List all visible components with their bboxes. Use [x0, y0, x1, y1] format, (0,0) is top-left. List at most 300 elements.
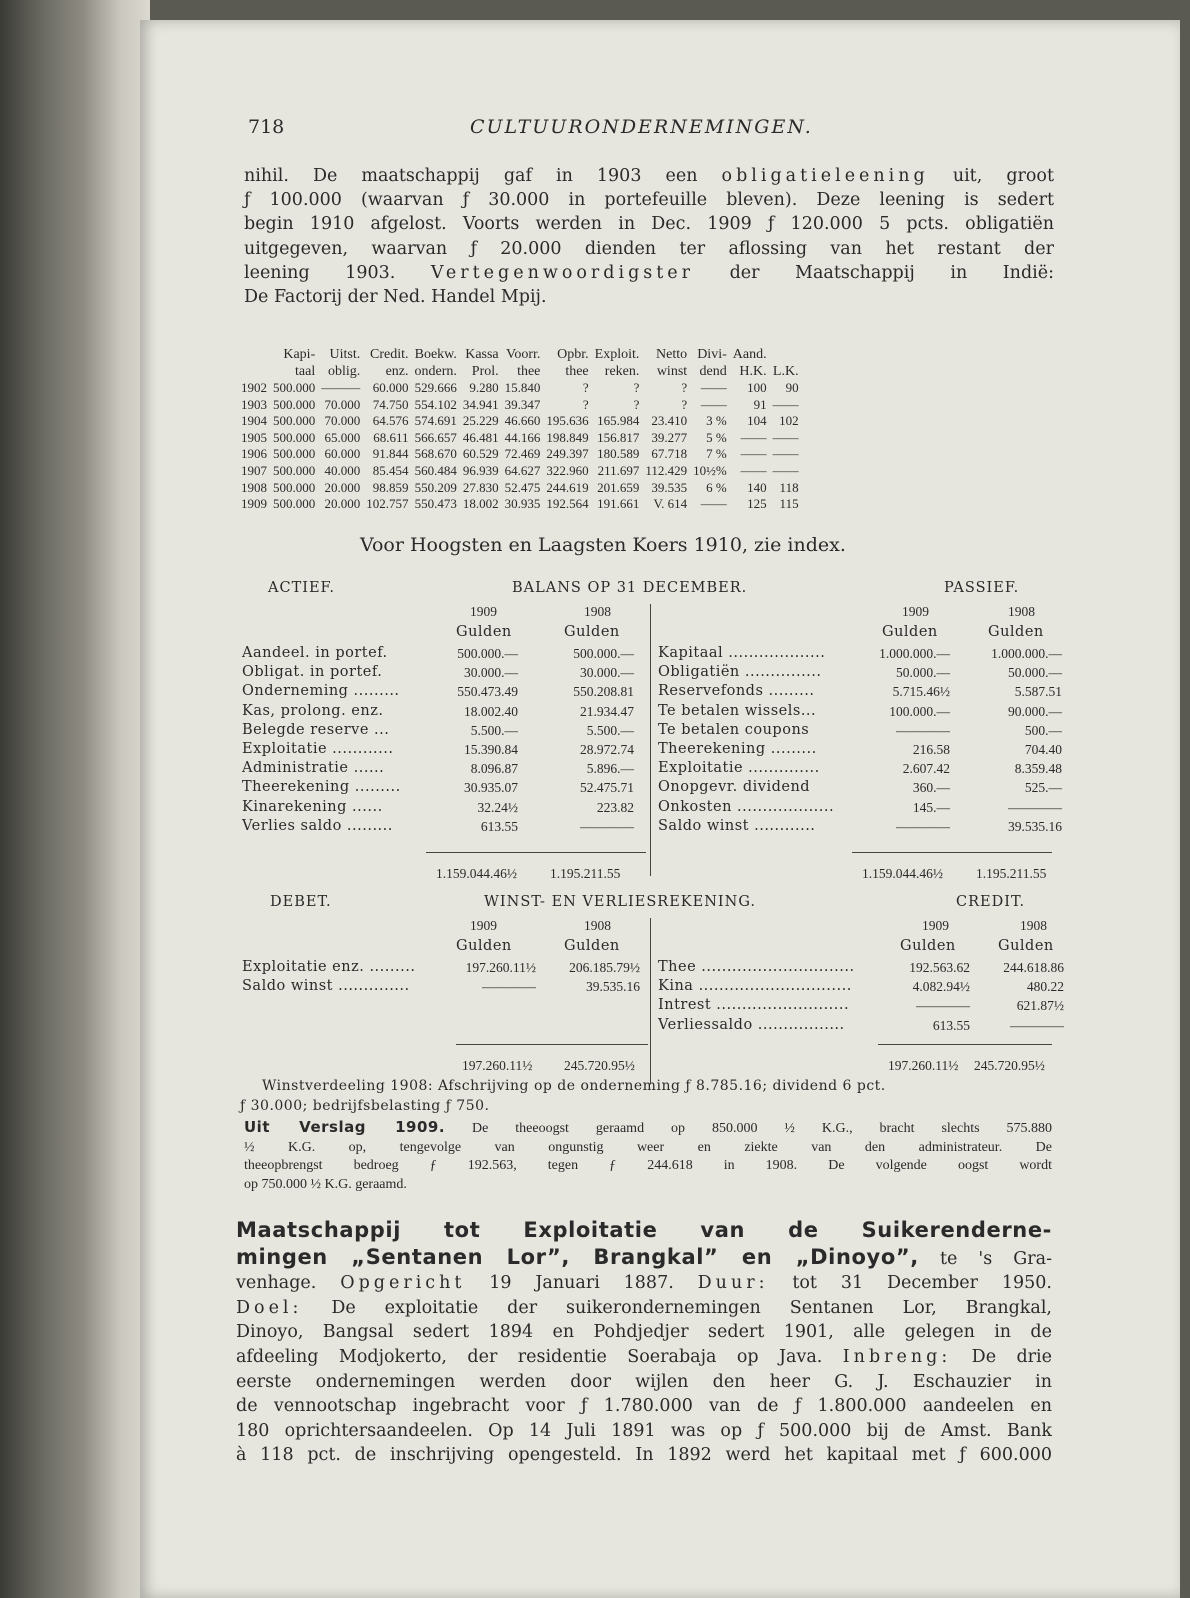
table-cell: 34.941	[462, 396, 499, 412]
table-cell: 574.691	[414, 413, 457, 429]
winst-year-1908-left: 1908	[584, 918, 611, 933]
stats-header-cell: enz.	[385, 364, 409, 379]
table-cell: 192.564	[546, 496, 589, 512]
balans-divider	[650, 604, 651, 876]
winst-total-right-1908: 245.720.95½	[974, 1058, 1045, 1073]
stats-header-cell: thee	[517, 364, 541, 379]
table-cell: 10½%	[693, 462, 727, 478]
amount-cell: 5.896.—	[586, 761, 634, 777]
account-label: Saldo winst ............	[658, 817, 816, 834]
balans-total-left-1909: 1.159.044.46½	[436, 866, 517, 881]
verslag-line: ½ K.G. op, tengevolge van ongunstig weer en ziekte van den administrateur. De	[244, 1139, 1052, 1155]
table-cell: 1908	[241, 479, 267, 495]
winst-unit-left: Gulden	[564, 938, 620, 954]
table-cell: ?	[582, 396, 589, 412]
account-label: Te betalen coupons	[658, 721, 810, 738]
table-row	[656, 778, 1064, 797]
amount-cell: ————	[1008, 799, 1062, 815]
account-label: Verliessaldo .................	[658, 1016, 845, 1033]
stats-header-cell: Exploit.	[594, 347, 640, 362]
account-label: Onkosten ...................	[658, 798, 835, 815]
koers-note: Voor Hoogsten en Laagsten Koers 1910, zie index.	[360, 534, 846, 556]
stats-header-cell: dend	[699, 364, 727, 379]
intro-line: begin 1910 afgelost. Voorts werden in Dec. 1909 ƒ 120.000 5 pcts. obligatiën	[244, 214, 1054, 235]
company-line: 180 oprichtersaandeelen. Op 14 Juli 1891 was op ƒ 500.000 bij de Amst. Bank	[236, 1420, 1052, 1441]
table-cell: 500.000	[273, 413, 316, 429]
company-title-line: mingen „Sentanen Lor”, Brangkal” en „Dinoyo”, te 's Gra-	[236, 1244, 1053, 1269]
statistics-table	[238, 346, 802, 513]
account-label: Saldo winst ..............	[242, 978, 410, 995]
account-label: Reservefonds .........	[658, 683, 815, 700]
table-cell: 500.000	[273, 462, 316, 478]
table-cell: 115	[779, 496, 799, 512]
balans-passief-table	[656, 644, 1064, 836]
table-row	[656, 817, 1064, 836]
table-cell: 39.535	[651, 479, 688, 495]
table-row	[656, 996, 1066, 1015]
table-cell: ——	[772, 462, 799, 478]
amount-cell: 5.587.51	[1014, 684, 1062, 700]
table-cell: 195.636	[546, 413, 589, 429]
table-cell: 52.475	[504, 479, 541, 495]
table-row	[240, 759, 636, 778]
table-cell: 91.844	[372, 446, 409, 462]
intro-paragraph	[244, 164, 1054, 309]
table-row	[238, 397, 802, 414]
company-line: venhage. Opgericht 19 Januari 1887. Duur: tot 31 December 1950.	[236, 1273, 1052, 1294]
intro-line: nihil. De maatschappij gaf in 1903 een obligatieleening uit, groot	[244, 166, 1054, 186]
table-cell: 140	[747, 479, 767, 495]
table-cell: 20.000	[324, 496, 361, 512]
verslag-line: theeopbrengst bedroeg ƒ 192.563, tegen ƒ 244.618 in 1908. De volgende oogst wordt	[244, 1158, 1052, 1173]
table-cell: 550.473	[414, 496, 457, 512]
table-cell: 1906	[241, 446, 267, 462]
amount-cell: 621.87½	[1016, 998, 1064, 1014]
winst-unit-left: Gulden	[456, 938, 512, 954]
table-cell: V. 614	[653, 496, 688, 512]
winst-total-rule-right	[878, 1044, 1052, 1045]
table-cell: 104	[747, 413, 767, 429]
company-line: Doel: De exploitatie der suikerondernemingen Sentanen Lor, Brangkal,	[236, 1297, 1052, 1318]
stats-header-cell: Prol.	[471, 364, 499, 379]
company-line: à 118 pct. de inschrijving opengesteld. In 1892 werd het kapitaal met ƒ 600.000	[236, 1445, 1052, 1466]
table-cell: 500.000	[273, 429, 316, 445]
stats-header-row	[238, 346, 802, 363]
amount-cell: 197.260.11½	[465, 960, 536, 975]
amount-cell: 18.002.40	[464, 703, 518, 719]
table-cell: 27.830	[462, 479, 499, 495]
table-cell: 244.619	[546, 479, 589, 495]
table-cell: 7 %	[706, 446, 727, 462]
balans-total-right-1909: 1.159.044.46½	[862, 866, 943, 881]
table-row	[238, 463, 802, 480]
stats-header-cell: thee	[565, 364, 589, 379]
verslag-line: Uit Verslag 1909. De theeoogst geraamd op 850.000 ½ K.G., bracht slechts 575.880	[244, 1118, 1052, 1136]
table-cell: ——	[700, 396, 727, 412]
table-row	[238, 430, 802, 447]
amount-cell: 30.000.—	[580, 665, 634, 681]
account-label: Exploitatie ..............	[658, 760, 820, 777]
table-cell: 40.000	[324, 462, 361, 478]
balans-actief-table	[240, 644, 636, 836]
table-cell: 100	[747, 380, 767, 395]
table-cell: 72.469	[504, 446, 541, 462]
table-cell: 6 %	[706, 479, 727, 495]
table-cell: 46.660	[504, 413, 541, 429]
table-cell: 30.935	[504, 496, 541, 512]
table-cell: 67.718	[651, 446, 688, 462]
amount-cell: 480.22	[1026, 979, 1064, 995]
amount-cell: 2.607.42	[902, 761, 950, 777]
account-label: Exploitatie ............	[242, 741, 394, 758]
account-label: Verlies saldo .........	[242, 817, 393, 834]
amount-cell: 5.500.—	[470, 722, 518, 738]
stats-header-cell: reken.	[604, 364, 640, 379]
stats-header-row	[238, 363, 802, 380]
table-row	[656, 682, 1064, 701]
table-cell: 1905	[241, 429, 267, 445]
table-row	[238, 446, 802, 463]
balans-total-right-1908: 1.195.211.55	[976, 866, 1047, 881]
stats-header-cell: Netto	[656, 347, 688, 362]
table-cell: 74.750	[372, 396, 409, 412]
amount-cell: ————	[896, 818, 950, 834]
table-cell: 60.000	[372, 380, 409, 395]
winst-total-right-1909: 197.260.11½	[888, 1058, 959, 1073]
amount-cell: 613.55	[932, 1017, 970, 1033]
balans-unit-left: Gulden	[564, 624, 620, 640]
table-row	[656, 759, 1064, 778]
amount-cell: 244.618.86	[1003, 960, 1064, 975]
amount-cell: 704.40	[1024, 742, 1062, 758]
table-cell: 322.960	[546, 462, 589, 478]
table-cell: 70.000	[324, 413, 361, 429]
winst-title: WINST- EN VERLIESREKENING.	[484, 894, 756, 910]
table-cell: 18.002	[462, 496, 499, 512]
account-label: Obligatiën ...............	[658, 664, 822, 681]
table-cell: ———	[321, 380, 361, 395]
amount-cell: 100.000.—	[889, 703, 950, 719]
table-row	[240, 798, 636, 817]
company-line: de vennootschap ingebracht voor ƒ 1.780.000 van de ƒ 1.800.000 aandeelen en	[236, 1396, 1052, 1417]
table-cell: ?	[681, 380, 688, 395]
stats-header-cell: oblig.	[327, 364, 361, 379]
table-cell: 1903	[241, 396, 267, 412]
table-cell: 1904	[241, 413, 267, 429]
stats-header-cell: winst	[656, 364, 688, 379]
stats-header-cell: Voorr.	[506, 347, 541, 362]
table-row	[240, 740, 636, 759]
amount-cell: 1.000.000.—	[879, 646, 950, 661]
table-cell: 102.757	[366, 496, 409, 512]
balans-year-1908-right: 1908	[1008, 604, 1035, 619]
amount-cell: 90.000.—	[1008, 703, 1062, 719]
intro-line: leening 1903. Vertegenwoordigster der Maatschappij in Indië:	[244, 262, 1055, 283]
intro-line: uitgegeven, waarvan ƒ 20.000 dienden ter aflossing van het restant der	[244, 238, 1054, 259]
winst-debet-title: DEBET.	[270, 894, 332, 910]
amount-cell: 550.208.81	[573, 684, 634, 700]
table-cell: 15.840	[504, 380, 541, 395]
table-cell: 568.670	[414, 446, 457, 462]
table-cell: ?	[681, 396, 688, 412]
amount-cell: 5.715.46½	[892, 684, 950, 700]
table-cell: 23.410	[651, 413, 688, 429]
account-label: Exploitatie enz. .........	[242, 959, 416, 975]
table-row	[656, 958, 1066, 977]
table-cell: 65.000	[324, 429, 361, 445]
table-row	[238, 496, 802, 513]
table-cell: 60.000	[324, 446, 361, 462]
amount-cell: 500.000.—	[457, 646, 518, 661]
running-title: CULTUURONDERNEMINGEN.	[470, 116, 813, 138]
amount-cell: 525.—	[1024, 780, 1062, 796]
book-page-edge	[0, 0, 150, 1598]
table-cell: 201.659	[597, 479, 640, 495]
stats-header-cell	[238, 346, 270, 363]
account-label: Thee ..............................	[658, 959, 855, 975]
winst-year-1909-right: 1909	[922, 918, 949, 933]
table-cell: 500.000	[273, 479, 316, 495]
table-cell: 46.481	[462, 429, 499, 445]
winst-total-left-1909: 197.260.11½	[462, 1058, 533, 1073]
table-cell: 500.000	[273, 380, 316, 395]
stats-header-cell: H.K.	[739, 364, 767, 379]
table-row	[240, 682, 636, 701]
amount-cell: 613.55	[480, 818, 518, 834]
table-cell: ——	[740, 446, 767, 462]
account-label: Administratie ......	[242, 760, 385, 777]
stats-header-cell: Aand.	[732, 347, 767, 362]
amount-cell: 39.535.16	[586, 979, 640, 995]
table-cell: ——	[740, 462, 767, 478]
winstverdeeling-line: ƒ 30.000; bedrijfsbelasting ƒ 750.	[240, 1098, 490, 1114]
stats-header-cell: Boekw.	[414, 347, 457, 362]
table-cell: 500.000	[273, 446, 316, 462]
stats-header-cell: Uitst.	[329, 347, 361, 362]
balans-year-1909-right: 1909	[902, 604, 929, 619]
table-cell: 20.000	[324, 479, 361, 495]
table-row	[656, 702, 1064, 721]
winst-unit-right: Gulden	[998, 938, 1054, 954]
table-cell: 165.984	[597, 413, 640, 429]
table-cell: 1909	[241, 496, 267, 512]
table-cell: 64.627	[504, 462, 541, 478]
table-cell: 112.429	[645, 462, 688, 478]
amount-cell: ————	[580, 818, 634, 834]
table-cell: 5 %	[706, 429, 727, 445]
account-label: Theerekening .........	[658, 741, 817, 758]
table-row	[656, 663, 1064, 682]
table-cell: ?	[633, 380, 640, 395]
table-cell: 529.666	[414, 380, 457, 395]
amount-cell: 28.972.74	[580, 742, 634, 758]
table-row	[238, 380, 802, 397]
winst-credit-table	[656, 958, 1066, 1035]
account-label: Kinarekening ......	[242, 798, 383, 815]
account-label: Kapitaal ...................	[658, 645, 826, 661]
table-cell: 500.000	[273, 396, 316, 412]
amount-cell: 21.934.47	[580, 703, 634, 719]
stats-header-cell: L.K.	[772, 364, 799, 379]
company-line: eerste ondernemingen werden door wijlen den heer G. J. Eschauzier in	[236, 1371, 1052, 1392]
stats-header-cell	[770, 346, 802, 363]
amount-cell: 8.096.87	[470, 761, 518, 777]
table-cell: 554.102	[414, 396, 457, 412]
table-cell: 125	[747, 496, 767, 512]
company-line: Dinoyo, Bangsal sedert 1894 en Pohdjedjer sedert 1901, alle gelegen in de	[236, 1322, 1052, 1343]
stats-header-cell: Opbr.	[557, 347, 589, 362]
stats-header-cell: Kapi-	[283, 347, 316, 362]
table-row	[240, 644, 636, 663]
table-cell: 560.484	[414, 462, 457, 478]
amount-cell: 8.359.48	[1014, 761, 1062, 777]
table-cell: 211.697	[597, 462, 640, 478]
table-row	[240, 977, 642, 996]
table-cell: 566.657	[414, 429, 457, 445]
amount-cell: 550.473.49	[457, 684, 518, 700]
amount-cell: 500.000.—	[573, 646, 634, 661]
table-row	[656, 798, 1064, 817]
table-cell: 91	[753, 396, 767, 412]
amount-cell: ————	[896, 722, 950, 738]
stats-header-cell: Credit.	[370, 347, 409, 362]
stats-header-cell: Kassa	[465, 347, 499, 362]
table-cell: ——	[772, 396, 799, 412]
company-entry	[236, 1218, 1052, 1468]
table-cell: 90	[785, 380, 799, 395]
table-row	[656, 977, 1066, 996]
balans-title: BALANS OP 31 DECEMBER.	[512, 580, 748, 596]
table-cell: 500.000	[273, 496, 316, 512]
table-row	[656, 1016, 1066, 1035]
amount-cell: ————	[1010, 1017, 1064, 1033]
balans-total-rule-right	[852, 852, 1052, 853]
company-title-line: Maatschappij tot Exploitatie van de Suikerenderne-	[236, 1218, 1052, 1242]
winst-debet-table	[240, 958, 642, 996]
table-cell: 85.454	[372, 462, 409, 478]
table-row	[240, 817, 636, 836]
winst-unit-right: Gulden	[900, 938, 956, 954]
account-label: Onopgevr. dividend	[658, 779, 811, 796]
table-cell: 70.000	[324, 396, 361, 412]
amount-cell: 4.082.94½	[912, 979, 970, 995]
account-label: Intrest ..........................	[658, 997, 850, 1014]
stats-header-cell: ondern.	[414, 364, 457, 379]
balans-unit-right: Gulden	[882, 624, 938, 640]
company-line: afdeeling Modjokerto, der residentie Soerabaja op Java. Inbreng: De drie	[236, 1346, 1052, 1367]
winstverdeeling-line: Winstverdeeling 1908: Afschrijving op de onderneming ƒ 8.785.16; dividend 6 pct.	[262, 1078, 886, 1094]
table-cell: ——	[772, 446, 799, 462]
amount-cell: 50.000.—	[1008, 665, 1062, 681]
table-row	[240, 721, 636, 740]
stats-header-cell: taal	[295, 364, 316, 379]
amount-cell: ————	[916, 998, 970, 1014]
table-cell: 60.529	[462, 446, 499, 462]
table-cell: 68.611	[373, 429, 409, 445]
amount-cell: 52.475.71	[580, 780, 634, 796]
table-row	[240, 663, 636, 682]
winst-year-1908-right: 1908	[1020, 918, 1047, 933]
verslag-label: Uit Verslag 1909.	[244, 1118, 446, 1136]
table-cell: ——	[772, 429, 799, 445]
table-cell: 25.229	[462, 413, 499, 429]
balans-unit-left: Gulden	[456, 624, 512, 640]
amount-cell: 50.000.—	[896, 665, 950, 681]
amount-cell: 5.500.—	[586, 722, 634, 738]
amount-cell: 30.000.—	[464, 665, 518, 681]
balans-actief-title: ACTIEF.	[268, 580, 335, 596]
intro-line: ƒ 100.000 (waarvan ƒ 30.000 in portefeuille bleven). Deze leening is sedert	[244, 190, 1054, 211]
verslag-paragraph	[244, 1118, 1052, 1194]
account-label: Theerekening .........	[242, 779, 401, 796]
verslag-line: op 750.000 ½ K.G. geraamd.	[244, 1176, 407, 1192]
stats-header-cell: Divi-	[697, 347, 727, 362]
table-cell: ——	[740, 429, 767, 445]
account-label: Onderneming .........	[242, 683, 400, 700]
winst-total-left-1908: 245.720.95½	[564, 1058, 635, 1073]
table-cell: ——	[700, 380, 727, 395]
table-cell: 550.209	[414, 479, 457, 495]
amount-cell: 216.58	[912, 742, 950, 758]
table-cell: 98.859	[372, 479, 409, 495]
amount-cell: 500.—	[1024, 722, 1062, 738]
table-cell: 3 %	[706, 413, 727, 429]
intro-line: De Factorij der Ned. Handel Mpij.	[244, 287, 547, 308]
table-cell: 44.166	[504, 429, 541, 445]
amount-cell: 206.185.79½	[569, 960, 640, 975]
amount-cell: 192.563.62	[909, 960, 970, 975]
winst-divider	[650, 918, 651, 1084]
table-row	[656, 644, 1064, 663]
table-cell: 156.817	[597, 429, 640, 445]
account-label: Belegde reserve ...	[242, 721, 390, 738]
amount-cell: 1.000.000.—	[991, 646, 1062, 661]
table-cell: ?	[633, 396, 640, 412]
balans-unit-right: Gulden	[988, 624, 1044, 640]
table-cell: ?	[582, 380, 589, 395]
balans-year-1909-left: 1909	[470, 604, 497, 619]
table-cell: 1907	[241, 462, 267, 478]
amount-cell: 223.82	[596, 799, 634, 815]
table-row	[656, 740, 1064, 759]
page-number: 718	[248, 116, 285, 138]
winst-credit-title: CREDIT.	[956, 894, 1026, 910]
table-row	[240, 958, 642, 977]
table-row	[656, 721, 1064, 740]
account-label: Obligat. in portef.	[242, 664, 383, 681]
table-cell: 9.280	[469, 380, 499, 395]
amount-cell: 32.24½	[477, 799, 518, 815]
table-cell: 180.589	[597, 446, 640, 462]
table-cell: 118	[779, 479, 799, 495]
winst-year-1909-left: 1909	[470, 918, 497, 933]
table-cell: 39.277	[651, 429, 688, 445]
amount-cell: 39.535.16	[1008, 818, 1062, 834]
winst-total-rule-left	[456, 1044, 648, 1045]
account-label: Aandeel. in portef.	[242, 645, 388, 661]
balans-passief-title: PASSIEF.	[944, 580, 1020, 596]
balans-total-left-1908: 1.195.211.55	[550, 866, 621, 881]
table-row	[240, 778, 636, 797]
stats-header-cell	[238, 363, 270, 380]
table-cell: 249.397	[546, 446, 589, 462]
table-cell: ——	[700, 496, 727, 512]
table-cell: 1902	[241, 380, 267, 395]
table-cell: 102	[779, 413, 799, 429]
table-row	[240, 702, 636, 721]
table-row	[238, 413, 802, 430]
account-label: Te betalen wissels...	[658, 702, 817, 719]
